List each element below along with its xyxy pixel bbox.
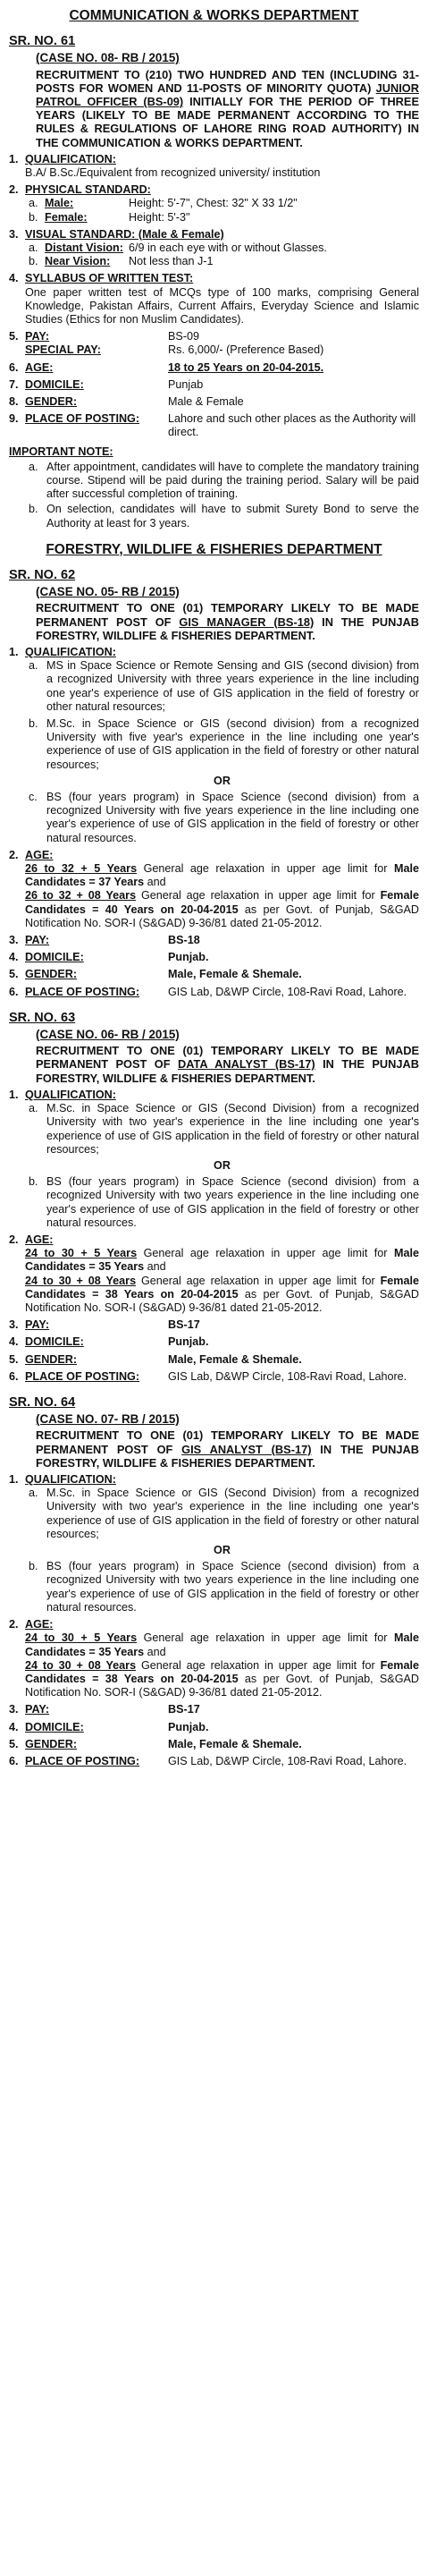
age-female-text [25, 1275, 419, 1316]
age-section [9, 1233, 419, 1315]
item-number: 1. [9, 152, 19, 165]
special-pay-label: SPECIAL PAY: [25, 343, 101, 357]
gender-label: GENDER: [25, 394, 78, 408]
item-number: 2. [9, 183, 19, 197]
item-number: 5. [9, 968, 19, 981]
section-label: AGE: [25, 848, 54, 861]
age-limit: Female Candidates = 40 Years on 20-04-2015 [25, 889, 419, 916]
domicile-value: Punjab. [168, 1335, 209, 1349]
domicile-section [9, 378, 419, 392]
pay-label: PAY: [25, 1703, 50, 1716]
section-label: VISUAL STANDARD: (Male & Female) [25, 227, 224, 241]
item-number: 7. [9, 377, 19, 391]
sub-letter: b. [29, 716, 38, 730]
recruitment-headline [9, 1044, 419, 1085]
note-text: After appointment, candidates will have to complete the mandatory training course. Stipend will be paid during the training period. Salary will be paid after successful completion of training. [46, 460, 419, 501]
age-label: AGE: [25, 360, 54, 374]
domicile-value: Punjab [168, 377, 204, 391]
posting-section [9, 986, 419, 999]
age-range: 26 to 32 + 08 Years [25, 889, 137, 902]
pay-section [9, 1703, 419, 1716]
item-number: 9. [9, 412, 19, 426]
section-label: QUALIFICATION: [25, 1088, 116, 1101]
age-text: as per Govt. of Punjab, S&GAD Notification No. SOR-I (S&GAD) 9-36/81 dated 21-05-2012. [25, 1287, 420, 1314]
row-label: Male: [45, 197, 74, 210]
or-separator: OR [214, 1158, 231, 1172]
item-number: 5. [9, 1737, 19, 1750]
qualification-section [9, 646, 419, 845]
item-number: 6. [9, 1369, 19, 1383]
serial-number: SR. NO. 63 [9, 1010, 76, 1025]
special-pay-value: Rs. 6,000/- (Preference Based) [168, 343, 324, 357]
post-title: GIS MANAGER (BS-18) [179, 614, 315, 629]
pay-section [9, 934, 419, 947]
important-note-heading: IMPORTANT NOTE: [9, 445, 113, 458]
item-number: 3. [9, 227, 19, 241]
or-separator: OR [214, 1544, 231, 1557]
age-text: General age relaxation in upper age limit for [137, 1247, 394, 1260]
age-text: and [144, 1645, 166, 1658]
posting-section [9, 1370, 419, 1384]
headline-text: RECRUITMENT TO ONE (01) TEMPORARY LIKELY TO BE MADE PERMANENT POST OF [36, 1428, 419, 1456]
sub-letter: a. [29, 241, 38, 254]
note-text: On selection, candidates will have to submit Surety Bond to serve the Authority at least for 3 years. [46, 503, 419, 530]
headline-text: IN THE PUNJAB FORESTRY, WILDLIFE & FISHERIES DEPARTMENT. [36, 614, 419, 642]
age-section [9, 849, 419, 930]
item-number: 4. [9, 951, 19, 964]
row-label: Near Vision: [45, 255, 111, 268]
domicile-label: DOMICILE: [25, 1335, 84, 1349]
domicile-value: Punjab. [168, 1720, 209, 1733]
row-value: Height: 5'-3" [129, 210, 190, 224]
item-number: 4. [9, 1335, 19, 1349]
item-number: 1. [9, 645, 19, 658]
section-label: AGE: [25, 1618, 54, 1631]
item-number: 3. [9, 1318, 19, 1332]
case-number: (CASE NO. 07- RB / 2015) [36, 1411, 180, 1426]
qualification-option [25, 1487, 419, 1541]
item-number: 1. [9, 1088, 19, 1101]
serial-number: SR. NO. 62 [9, 567, 76, 582]
department-heading: FORESTRY, WILDLIFE & FISHERIES DEPARTMENT [46, 541, 382, 557]
section-label: SYLLABUS OF WRITTEN TEST: [25, 272, 194, 285]
headline-text: RECRUITMENT TO (210) TWO HUNDRED AND TEN (INCLUDING 31-POSTS FOR WOMEN AND 11-POSTS OF MINORITY QUOTA) [36, 67, 419, 95]
gender-section [9, 395, 419, 409]
item-number: 4. [9, 272, 19, 285]
section-label: QUALIFICATION: [25, 645, 116, 658]
sub-letter: b. [29, 210, 38, 224]
age-range: 24 to 30 + 5 Years [25, 1631, 138, 1645]
post-title: JUNIOR PATROL OFFICER (BS-09) [36, 80, 419, 108]
headline-text: RECRUITMENT TO ONE (01) TEMPORARY LIKELY TO BE MADE PERMANENT POST OF [36, 1044, 419, 1072]
posting-value: GIS Lab, D&WP Circle, 108-Ravi Road, Lahore. [168, 1369, 407, 1383]
qualification-option [25, 1560, 419, 1614]
age-female-text [25, 889, 419, 930]
post-title: GIS ANALYST (BS-17) [181, 1442, 312, 1456]
age-limit: Male Candidates = 35 Years [25, 1631, 419, 1658]
age-section [9, 1618, 419, 1699]
gender-value: Male & Female [168, 394, 244, 408]
age-male-text [25, 862, 419, 889]
sub-letter: a. [29, 197, 38, 210]
domicile-value: Punjab. [168, 951, 209, 964]
age-female-text [25, 1659, 419, 1700]
sub-letter: c. [29, 790, 38, 803]
sub-letter: b. [29, 503, 38, 516]
item-number: 3. [9, 933, 19, 946]
headline-text: IN THE PUNJAB FORESTRY, WILDLIFE & FISHERIES DEPARTMENT. [36, 1442, 419, 1470]
qualification-text: BS (four years program) in Space Science (second division) from a recognized University with two years experience in the line including one year's experience of use of GIS application in the field of forestry or other natural resources. [46, 1560, 419, 1614]
qualification-text: M.Sc. in Space Science or GIS (Second Division) from a recognized University with two year's experience in the line including one year's experience of use of GIS application in the field of forestry or other natural resources; [46, 1102, 419, 1156]
recruitment-headline [9, 1428, 419, 1470]
item-number: 8. [9, 394, 19, 408]
domicile-section [9, 1721, 419, 1734]
pay-label: PAY: [25, 933, 50, 946]
posting-value: Lahore and such other places as the Authority will direct. [168, 412, 416, 439]
qualification-text: BS (four years program) in Space Science (second division) from a recognized University with five years experience in the line including one year's experience of use of GIS application in the field of forestry or other natural resources. [46, 790, 419, 844]
age-text: General age relaxation in upper age limit for [136, 889, 381, 902]
age-text: as per Govt. of Punjab, S&GAD Notification No. SOR-I (S&GAD) 9-36/81 dated 21-05-2012. [25, 1672, 420, 1699]
item-number: 6. [9, 360, 19, 374]
row-value: 6/9 in each eye with or without Glasses. [129, 241, 327, 254]
pay-label: PAY: [25, 1318, 50, 1332]
domicile-section [9, 951, 419, 964]
gender-value: Male, Female & Shemale. [168, 1737, 302, 1750]
gender-label: GENDER: [25, 1352, 78, 1366]
note-item [9, 461, 419, 502]
domicile-label: DOMICILE: [25, 951, 84, 964]
physical-female-row [25, 211, 419, 225]
sub-letter: a. [29, 460, 38, 473]
sub-letter: a. [29, 659, 38, 673]
age-range: 24 to 30 + 08 Years [25, 1274, 137, 1287]
item-number: 2. [9, 1618, 19, 1631]
qualification-section [9, 1473, 419, 1614]
syllabus-section [9, 272, 419, 326]
pay-section [9, 330, 419, 357]
item-number: 6. [9, 1754, 19, 1767]
item-number: 4. [9, 1720, 19, 1733]
post-title: DATA ANALYST (BS-17) [178, 1057, 315, 1072]
headline-text: IN THE PUNJAB FORESTRY, WILDLIFE & FISHERIES DEPARTMENT. [36, 1057, 419, 1085]
syllabus-text: One paper written test of MCQs type of 100 marks, comprising General Knowledge, Pakistan Affairs, Current Affairs, Everyday Science and Islamic Studies (Ethics for non Muslim Candidates). [25, 285, 419, 326]
age-limit: Female Candidates = 38 Years on 20-04-2015 [25, 1274, 419, 1301]
posting-label: PLACE OF POSTING: [25, 985, 140, 998]
physical-male-row [25, 197, 419, 210]
age-text: General age relaxation in upper age limit for [137, 861, 394, 875]
distant-vision-row [25, 242, 419, 255]
age-value: 18 to 25 Years on 20-04-2015. [168, 360, 324, 374]
pay-value: BS-17 [168, 1318, 200, 1332]
department-heading: COMMUNICATION & WORKS DEPARTMENT [69, 8, 359, 23]
age-section [9, 361, 419, 375]
domicile-label: DOMICILE: [25, 377, 84, 391]
age-text: and [144, 876, 166, 889]
sub-letter: a. [29, 1487, 38, 1500]
age-text: and [144, 1260, 166, 1274]
gender-section [9, 968, 419, 981]
age-male-text [25, 1247, 419, 1274]
headline-text: INITIALLY FOR THE PERIOD OF THREE YEARS (LIKELY TO BE MADE PERMANENT ACCORDING TO THE RULES & REGULATIONS OF LAHORE RING ROAD AUTHORITY) IN THE COMMUNICATION & WORKS DEPARTMENT. [36, 94, 419, 149]
section-label: PHYSICAL STANDARD: [25, 183, 151, 197]
qualification-section [9, 1089, 419, 1230]
gender-value: Male, Female & Shemale. [168, 968, 302, 981]
posting-label: PLACE OF POSTING: [25, 1369, 140, 1383]
qualification-option [25, 1175, 419, 1230]
age-limit: Male Candidates = 37 Years [25, 861, 419, 889]
pay-label: PAY: [25, 330, 50, 343]
sub-letter: b. [29, 255, 38, 268]
item-number: 1. [9, 1473, 19, 1487]
domicile-label: DOMICILE: [25, 1720, 84, 1733]
row-label: Distant Vision: [45, 241, 123, 254]
qualification-option [25, 791, 419, 845]
serial-number: SR. NO. 64 [9, 1394, 76, 1410]
qualification-section [9, 153, 419, 180]
case-number: (CASE NO. 08- RB / 2015) [36, 51, 180, 64]
age-range: 24 to 30 + 08 Years [25, 1658, 137, 1672]
age-text: as per Govt. of Punjab, S&GAD Notification No. SOR-I (S&GAD) 9-36/81 dated 21-05-2012. [25, 902, 420, 929]
gender-label: GENDER: [25, 1737, 78, 1750]
qualification-text: MS in Space Science or Remote Sensing and GIS (second division) from a recognized University with three years experience in the line including one year's experience of use of GIS application in the field of forestry or other natural resources; [46, 659, 419, 713]
gender-section [9, 1353, 419, 1367]
recruitment-headline [9, 601, 419, 642]
posting-section [9, 412, 419, 439]
sub-letter: a. [29, 1102, 38, 1115]
gender-section [9, 1738, 419, 1751]
visual-standard-section [9, 228, 419, 269]
sub-letter: b. [29, 1175, 38, 1189]
item-number: 2. [9, 848, 19, 861]
pay-value: BS-18 [168, 933, 200, 946]
item-number: 6. [9, 985, 19, 998]
age-text: General age relaxation in upper age limit for [136, 1274, 381, 1287]
qualification-option [25, 1102, 419, 1157]
row-label: Female: [45, 210, 88, 224]
age-text: General age relaxation in upper age limit for [137, 1631, 394, 1645]
item-number: 5. [9, 330, 19, 343]
sub-letter: b. [29, 1560, 38, 1573]
age-limit: Male Candidates = 35 Years [25, 1247, 419, 1274]
qualification-text: BS (four years program) in Space Science (second division) from a recognized University with two years experience in the line including one year's experience of use of GIS application in the field of forestry or other natural resources. [46, 1175, 419, 1229]
physical-standard-section [9, 183, 419, 225]
gender-label: GENDER: [25, 968, 78, 981]
posting-value: GIS Lab, D&WP Circle, 108-Ravi Road, Lahore. [168, 1754, 407, 1767]
serial-number: SR. NO. 61 [9, 34, 76, 48]
posting-label: PLACE OF POSTING: [25, 412, 140, 426]
qualification-text: M.Sc. in Space Science or GIS (second division) from a recognized University with five year's experience in the line including one year's experience of use of GIS application in the field of forestry or other natural resources; [46, 716, 419, 771]
near-vision-row [25, 255, 419, 268]
or-separator: OR [214, 774, 231, 787]
recruitment-headline [9, 68, 419, 149]
posting-value: GIS Lab, D&WP Circle, 108-Ravi Road, Lahore. [168, 985, 407, 998]
gender-value: Male, Female & Shemale. [168, 1352, 302, 1366]
domicile-section [9, 1335, 419, 1349]
age-range: 26 to 32 + 5 Years [25, 861, 138, 875]
pay-section [9, 1318, 419, 1332]
case-number: (CASE NO. 06- RB / 2015) [36, 1027, 180, 1041]
qualification-option [25, 717, 419, 772]
headline-text: RECRUITMENT TO ONE (01) TEMPORARY LIKELY TO BE MADE PERMANENT POST OF [36, 601, 419, 629]
pay-value: BS-09 [168, 330, 200, 343]
section-label: QUALIFICATION: [25, 1473, 116, 1487]
note-item [9, 503, 419, 530]
row-value: Height: 5'-7", Chest: 32" X 33 1/2" [129, 197, 298, 210]
case-number: (CASE NO. 05- RB / 2015) [36, 584, 180, 598]
posting-section [9, 1755, 419, 1768]
qualification-option [25, 659, 419, 714]
posting-label: PLACE OF POSTING: [25, 1754, 140, 1767]
section-label: QUALIFICATION: [25, 152, 116, 165]
section-label: AGE: [25, 1233, 54, 1246]
age-text: General age relaxation in upper age limit for [136, 1658, 381, 1672]
row-value: Not less than J-1 [129, 255, 214, 268]
item-number: 5. [9, 1352, 19, 1366]
qualification-text: B.A/ B.Sc./Equivalent from recognized university/ institution [25, 165, 321, 179]
age-limit: Female Candidates = 38 Years on 20-04-2015 [25, 1658, 419, 1685]
pay-value: BS-17 [168, 1703, 200, 1716]
item-number: 3. [9, 1703, 19, 1716]
qualification-text: M.Sc. in Space Science or GIS (Second Division) from a recognized University with two year's experience in the line including one year's experience of use of GIS application in the field of forestry or other natural resources; [46, 1487, 419, 1540]
age-range: 24 to 30 + 5 Years [25, 1247, 138, 1260]
item-number: 2. [9, 1233, 19, 1246]
age-male-text [25, 1631, 419, 1658]
